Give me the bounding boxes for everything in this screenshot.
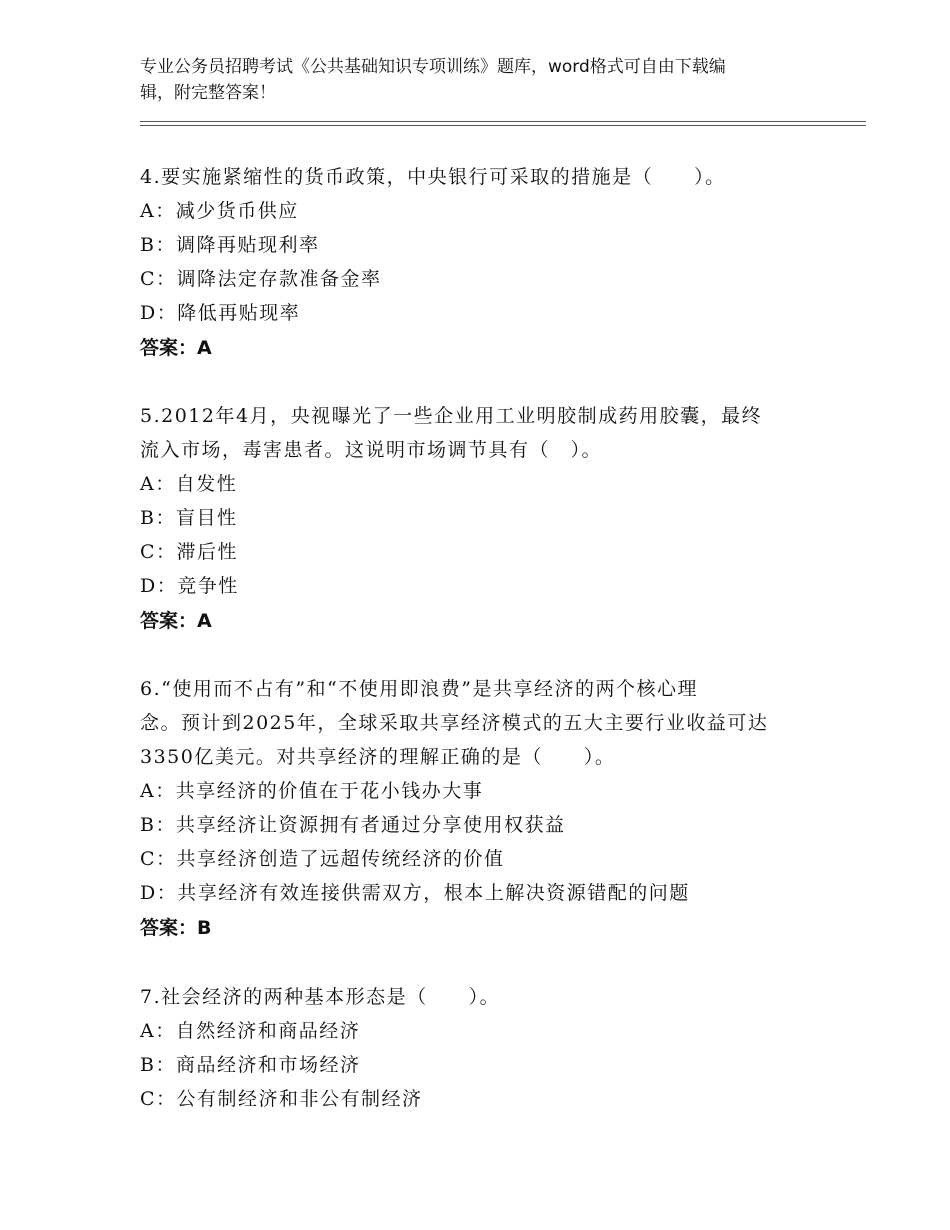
question-6-stem-line-2: 念。预计到2025年，全球采取共享经济模式的五大主要行业收益可达 <box>140 712 769 734</box>
document-header <box>140 54 860 106</box>
question-6-answer: 答案：B <box>140 917 212 939</box>
question-4-stem: 4.要实施紧缩性的货币政策，中央银行可采取的措施是（ ）。 <box>140 166 726 188</box>
question-7-option-a: A：自然经济和商品经济 <box>140 1020 361 1042</box>
header-divider-top <box>140 121 866 122</box>
question-5-stem-line-2: 流入市场，毒害患者。这说明市场调节具有（ ）。 <box>140 439 603 461</box>
question-5-stem-line-1: 5.2012年4月，央视曝光了一些企业用工业明胶制成药用胶囊，最终 <box>140 405 763 427</box>
question-4-option-b: B：调降再贴现利率 <box>140 234 320 256</box>
header-line-1: 专业公务员招聘考试《公共基础知识专项训练》题库，word格式可自由下载编 <box>140 57 726 77</box>
question-4-option-a: A：减少货币供应 <box>140 200 299 222</box>
question-7-option-c: C：公有制经济和非公有制经济 <box>140 1088 423 1110</box>
question-7-stem: 7.社会经济的两种基本形态是（ ）。 <box>140 986 501 1008</box>
question-5-option-b: B：盲目性 <box>140 507 238 529</box>
question-6-option-c: C：共享经济创造了远超传统经济的价值 <box>140 848 505 870</box>
question-6-option-d: D：共享经济有效连接供需双方，根本上解决资源错配的问题 <box>140 882 690 904</box>
question-5-option-a: A：自发性 <box>140 473 238 495</box>
question-6-option-b: B：共享经济让资源拥有者通过分享使用权获益 <box>140 814 566 836</box>
question-5-option-c: C：滞后性 <box>140 541 239 563</box>
question-6-stem-line-1: 6.“使用而不占有”和“不使用即浪费”是共享经济的两个核心理 <box>140 678 698 700</box>
question-7-option-b: B：商品经济和市场经济 <box>140 1054 361 1076</box>
question-4-option-d: D：降低再贴现率 <box>140 302 301 324</box>
question-6-stem-line-3: 3350亿美元。对共享经济的理解正确的是（ ）。 <box>140 746 616 768</box>
header-divider-bottom <box>140 125 866 126</box>
header-line-2: 辑，附完整答案！ <box>140 83 276 103</box>
question-4-option-c: C：调降法定存款准备金率 <box>140 268 382 290</box>
question-4-answer: 答案：A <box>140 337 212 359</box>
question-6-option-a: A：共享经济的价值在于花小钱办大事 <box>140 780 484 802</box>
question-5-answer: 答案：A <box>140 610 212 632</box>
question-5-option-d: D：竞争性 <box>140 575 239 597</box>
